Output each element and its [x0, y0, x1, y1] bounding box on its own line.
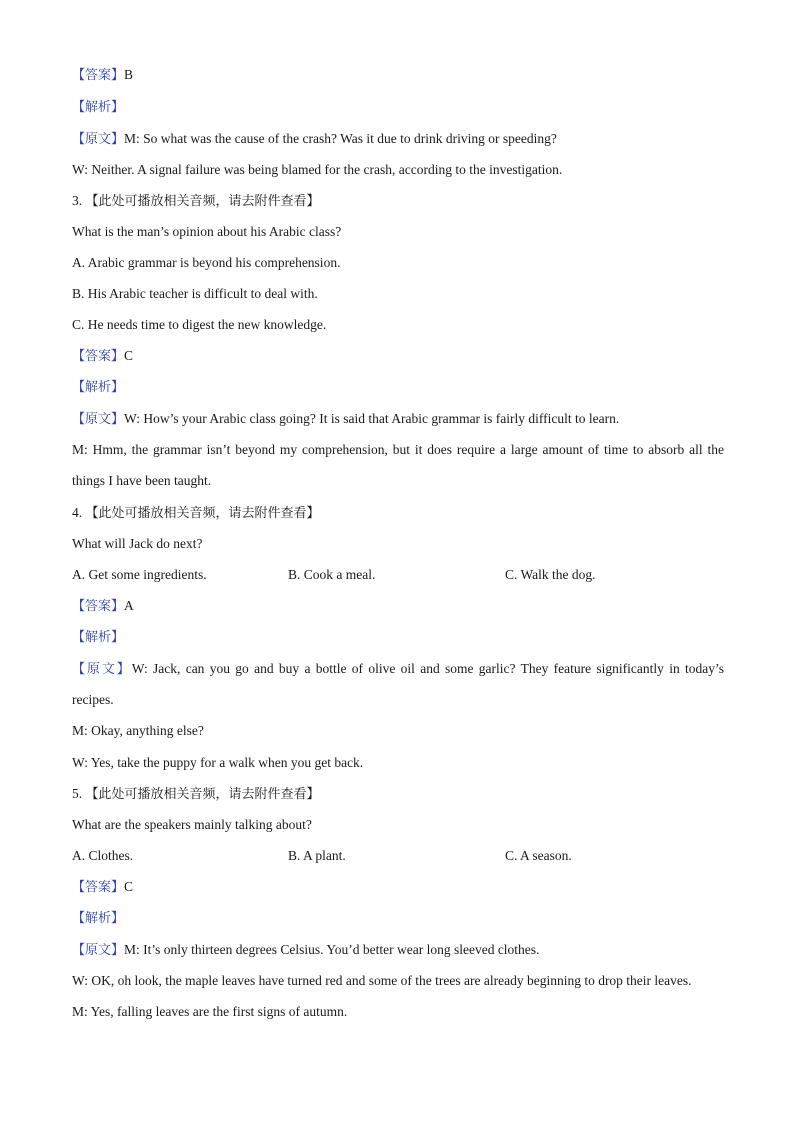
q2-analysis-line	[72, 98, 124, 117]
answer-tag: 【答案】	[72, 880, 125, 895]
q5-analysis-line	[72, 909, 124, 928]
q5-answer-line	[72, 878, 133, 897]
q3-audio-note: 【此处可播放相关音频，请去附件查看】	[85, 194, 320, 209]
q3-header	[72, 192, 320, 211]
q5-option-b: B. A plant.	[288, 848, 346, 863]
q3-original-line-2: M: Hmm, the grammar isn’t beyond my comprehension, but it does require a large amount of time to absorb all the	[72, 442, 724, 457]
q3-option-b: B. His Arabic teacher is difficult to deal with.	[72, 286, 318, 301]
analysis-tag: 【解析】	[72, 100, 125, 115]
q5-audio-note: 【此处可播放相关音频，请去附件查看】	[85, 787, 320, 802]
q4-answer-value: A	[124, 598, 134, 613]
q4-original-line-2: recipes.	[72, 692, 114, 707]
q5-original-text-1: M: It’s only thirteen degrees Celsius. You’d better wear long sleeved clothes.	[124, 942, 540, 957]
q3-question: What is the man’s opinion about his Arabic class?	[72, 224, 342, 239]
analysis-tag: 【解析】	[72, 380, 125, 395]
q5-option-c: C. A season.	[505, 848, 572, 863]
q3-answer-line	[72, 347, 133, 366]
q4-option-a: A. Get some ingredients.	[72, 567, 207, 582]
q4-question: What will Jack do next?	[72, 536, 203, 551]
q3-original-line-3: things I have been taught.	[72, 473, 212, 488]
q5-answer-value: C	[124, 879, 134, 894]
answer-tag: 【答案】	[72, 349, 125, 364]
q4-number: 4.	[72, 505, 83, 520]
q2-answer-line	[72, 66, 133, 85]
q4-analysis-line	[72, 628, 124, 647]
q2-original-line-2: W: Neither. A signal failure was being blamed for the crash, according to the investigation.	[72, 162, 563, 177]
analysis-tag: 【解析】	[72, 630, 125, 645]
q3-original-line-1	[72, 410, 619, 429]
q5-option-a: A. Clothes.	[72, 848, 134, 863]
q5-number: 5.	[72, 786, 83, 801]
q2-original-text-1: M: So what was the cause of the crash? Was it due to drink driving or speeding?	[124, 131, 557, 146]
q4-audio-note: 【此处可播放相关音频，请去附件查看】	[85, 506, 320, 521]
analysis-tag: 【解析】	[72, 911, 125, 926]
q4-original-line-1	[72, 660, 724, 679]
original-tag: 【原文】	[72, 662, 132, 677]
q5-header	[72, 785, 320, 804]
q5-original-line-2: W: OK, oh look, the maple leaves have turned red and some of the trees are already beginning to drop their leaves.	[72, 973, 692, 988]
q4-original-line-4: W: Yes, take the puppy for a walk when you get back.	[72, 755, 364, 770]
q3-number: 3.	[72, 193, 83, 208]
q3-option-c: C. He needs time to digest the new knowledge.	[72, 317, 327, 332]
q5-question: What are the speakers mainly talking about?	[72, 817, 312, 832]
q4-header	[72, 504, 320, 523]
original-tag: 【原文】	[72, 412, 125, 427]
q3-original-text-1: W: How’s your Arabic class going? It is said that Arabic grammar is fairly difficult to learn.	[124, 411, 620, 426]
q4-option-c: C. Walk the dog.	[505, 567, 596, 582]
q5-original-line-3: M: Yes, falling leaves are the first signs of autumn.	[72, 1004, 348, 1019]
answer-tag: 【答案】	[72, 68, 125, 83]
q4-answer-line	[72, 597, 134, 616]
q3-answer-value: C	[124, 348, 134, 363]
original-tag: 【原文】	[72, 943, 125, 958]
q5-original-line-1	[72, 941, 539, 960]
q3-option-a: A. Arabic grammar is beyond his comprehension.	[72, 255, 341, 270]
q2-original-line-1	[72, 130, 557, 149]
answer-tag: 【答案】	[72, 599, 125, 614]
q4-option-b: B. Cook a meal.	[288, 567, 376, 582]
original-tag: 【原文】	[72, 132, 125, 147]
q4-original-line-3: M: Okay, anything else?	[72, 723, 204, 738]
q4-original-text-1: W: Jack, can you go and buy a bottle of olive oil and some garlic? They feature significantly in today’s	[131, 661, 724, 676]
q2-answer-value: B	[124, 67, 134, 82]
q3-analysis-line	[72, 378, 124, 397]
